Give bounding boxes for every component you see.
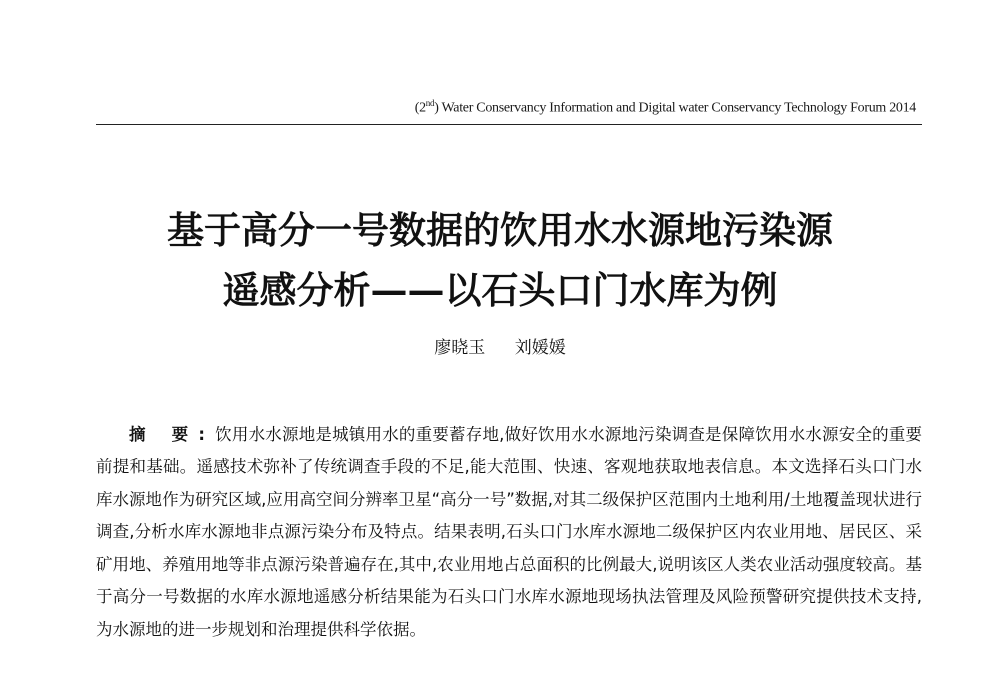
title-line-1: 基于高分一号数据的饮用水水源地污染源 — [167, 208, 833, 252]
abstract-text: 饮用水水源地是城镇用水的重要蓄存地,做好饮用水水源地污染调查是保障饮用水水源安全的重要前提和基础。遥感技术弥补了传统调查手段的不足,能大范围、快速、客观地获取地表信息。本文选择石头口门水库水源地作为研究区域,应用高空间分辨率卫星“高分一号”数据,对其二级保护区范围内土地利用/土地覆盖现状进行调查,分析水库水源地非点源污染分布及特点。结果表明,石头口门水库水源地二级保护区内农业用地、居民区、采矿用地、养殖用地等非点源污染普遍存在,其中,农业用地占总面积的比例最大,说明该区人类农业活动强度较高。基于高分一号数据的水库水源地遥感分析结果能为石头口门水库水源地现场执法管理及风险预警研究提供技术支持,为水源地的进一步规划和治理提供科学依据。 — [96, 424, 923, 639]
paper-title — [0, 200, 1000, 320]
forum-name: Water Conservancy Information and Digital water Conservancy Technology Forum 2014 — [438, 100, 916, 116]
edition-superscript: nd — [425, 98, 435, 108]
edition-open: (2 — [414, 100, 426, 116]
header-rule — [96, 124, 922, 125]
edition-close: ) — [434, 100, 439, 116]
author-list — [0, 333, 1000, 358]
title-line-2: 遥感分析——以石头口门水库为例 — [222, 268, 778, 312]
abstract-label: 摘 要: — [129, 424, 215, 444]
author-1: 廖晓玉 — [434, 338, 486, 358]
author-2: 刘媛媛 — [514, 338, 566, 358]
running-header — [415, 98, 916, 117]
abstract — [96, 419, 922, 647]
